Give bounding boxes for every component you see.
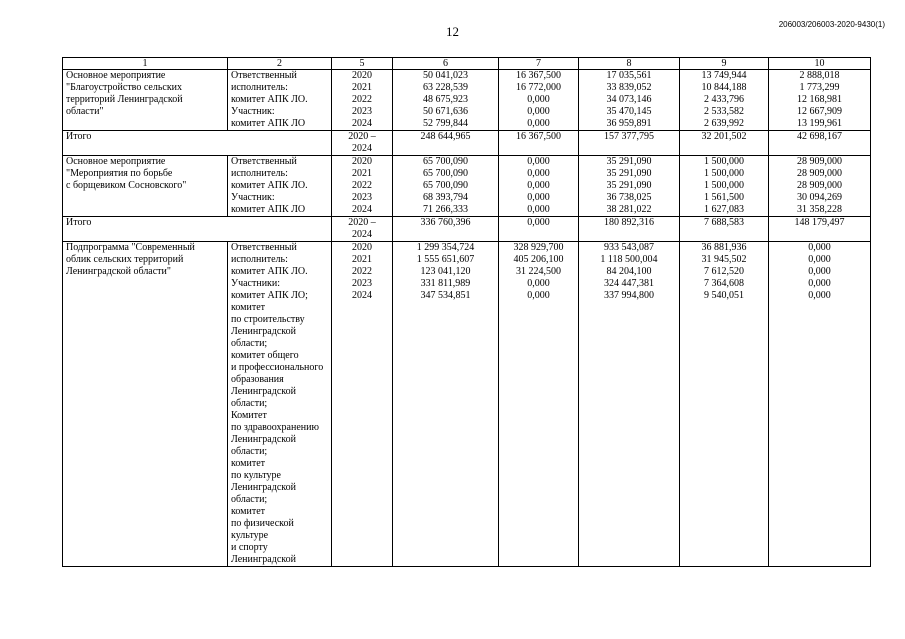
budget-table — [62, 57, 871, 567]
cell-line: "Благоустройство сельских — [66, 82, 183, 93]
cell-line: Ответственный — [231, 70, 297, 81]
total-row — [63, 217, 871, 242]
cell-line: 71 266,333 — [423, 204, 468, 215]
value-cell — [680, 242, 769, 567]
cell-line: 84 204,100 — [606, 266, 652, 277]
cell-line: Участник: — [231, 106, 275, 117]
document-code: 206003/206003-2020-9430(1) — [778, 20, 885, 29]
cell-line: комитет АПК ЛО. — [231, 94, 308, 105]
value-cell — [769, 131, 871, 156]
cell-line: Ленинградской области" — [66, 266, 171, 277]
value-cell — [579, 131, 680, 156]
cell-line: 17 035,561 — [606, 70, 652, 81]
value-cell — [680, 70, 769, 131]
cell-line: исполнитель: — [231, 254, 288, 265]
cell-line: 0,000 — [527, 192, 550, 203]
cell-line: 0,000 — [808, 254, 831, 265]
header-cell: 10 — [769, 58, 871, 70]
cell-line: 2020 — [352, 156, 372, 167]
total-label — [63, 217, 332, 242]
header-cell: 1 — [63, 58, 228, 70]
value-cell — [769, 217, 871, 242]
value-cell — [393, 131, 499, 156]
cell-line: 324 447,381 — [604, 278, 654, 289]
value-cell — [769, 156, 871, 217]
value-cell — [393, 70, 499, 131]
cell-line: территорий Ленинградской — [66, 94, 183, 105]
activity-name — [63, 242, 228, 567]
cell-line: по здравоохранению — [231, 422, 319, 433]
value: 42 698,167 — [797, 131, 842, 142]
responsible-cell — [228, 156, 332, 217]
cell-line: 0,000 — [808, 278, 831, 289]
cell-line: 0,000 — [527, 118, 550, 129]
cell-line: 2020 – — [348, 217, 376, 228]
activity-row — [63, 156, 871, 217]
cell-line: Ленинградской — [231, 386, 296, 397]
cell-line: 1 773,299 — [799, 82, 840, 93]
value-cell — [499, 131, 579, 156]
value: 248 644,965 — [420, 131, 471, 142]
cell-line: 337 994,800 — [604, 290, 654, 301]
cell-line: 52 799,844 — [423, 118, 468, 129]
header-row — [63, 58, 871, 70]
value-cell — [499, 242, 579, 567]
cell-line: комитет — [231, 302, 266, 313]
cell-line: 63 228,539 — [423, 82, 468, 93]
cell-line: 36 959,891 — [606, 118, 652, 129]
cell-line: 2023 — [352, 278, 372, 289]
value-cell — [579, 242, 680, 567]
cell-line: комитет общего — [231, 350, 299, 361]
cell-line: 1 299 354,724 — [416, 242, 475, 253]
period-cell — [332, 131, 393, 156]
cell-line: 2 433,796 — [704, 94, 744, 105]
cell-line: комитет АПК ЛО — [231, 204, 306, 215]
total-label-text: Итого — [66, 217, 92, 228]
cell-line: 0,000 — [527, 278, 550, 289]
cell-line: с борщевиком Сосновского" — [66, 180, 187, 191]
value-cell — [579, 156, 680, 217]
cell-line: 328 929,700 — [513, 242, 564, 253]
cell-line: 0,000 — [808, 242, 831, 253]
cell-line: исполнитель: — [231, 82, 288, 93]
cell-line: 1 500,000 — [704, 156, 744, 167]
cell-line: 0,000 — [527, 204, 550, 215]
cell-line: образования — [231, 374, 284, 385]
activity-name — [63, 156, 228, 217]
cell-line: 347 534,851 — [420, 290, 471, 301]
cell-line: Комитет — [231, 410, 267, 421]
cell-line: 28 909,000 — [797, 156, 842, 167]
cell-line: 0,000 — [527, 290, 550, 301]
header-cell: 6 — [393, 58, 499, 70]
year-cell — [332, 70, 393, 131]
cell-line: 65 700,090 — [423, 156, 468, 167]
cell-line: 7 612,520 — [704, 266, 744, 277]
cell-line: 50 671,636 — [423, 106, 468, 117]
cell-line: Ленинградской — [231, 554, 296, 565]
cell-line: 2 533,582 — [704, 106, 744, 117]
cell-line: 2022 — [352, 180, 372, 191]
cell-line: 0,000 — [527, 156, 550, 167]
cell-line: 35 470,145 — [606, 106, 652, 117]
cell-line: Основное мероприятие — [66, 70, 166, 81]
cell-line: "Мероприятия по борьбе — [66, 168, 173, 179]
cell-line: исполнитель: — [231, 168, 288, 179]
cell-line: комитет АПК ЛО — [231, 118, 306, 129]
value: 0,000 — [527, 217, 550, 228]
cell-line: 50 041,023 — [423, 70, 468, 81]
cell-line: Ответственный — [231, 242, 297, 253]
cell-line: 30 094,269 — [797, 192, 842, 203]
value: 16 367,500 — [516, 131, 561, 142]
value-cell — [499, 70, 579, 131]
cell-line: комитет — [231, 458, 266, 469]
cell-line: по физической — [231, 518, 294, 529]
cell-line: Ленинградской — [231, 482, 296, 493]
value: 148 179,497 — [794, 217, 845, 228]
cell-line: Участник: — [231, 192, 275, 203]
cell-line: 48 675,923 — [423, 94, 468, 105]
cell-line: 33 839,052 — [606, 82, 652, 93]
cell-line: 7 364,608 — [704, 278, 744, 289]
cell-line: 36 881,936 — [701, 242, 747, 253]
cell-line: и спорту — [231, 542, 268, 553]
cell-line: 12 168,981 — [797, 94, 842, 105]
cell-line: 1 627,083 — [704, 204, 744, 215]
cell-line: комитет АПК ЛО; — [231, 290, 308, 301]
total-label-text: Итого — [66, 131, 92, 142]
cell-line: 1 555 651,607 — [416, 254, 475, 265]
cell-line: 38 281,022 — [606, 204, 652, 215]
cell-line: 0,000 — [808, 290, 831, 301]
cell-line: культуре — [231, 530, 269, 541]
cell-line: по строительству — [231, 314, 305, 325]
value-cell — [499, 156, 579, 217]
responsible-cell — [228, 70, 332, 131]
cell-line: 2024 — [352, 229, 372, 240]
cell-line: 13 199,961 — [797, 118, 842, 129]
cell-line: 13 749,944 — [701, 70, 747, 81]
value-cell — [393, 217, 499, 242]
cell-line: 2023 — [352, 192, 372, 203]
cell-line: 0,000 — [527, 180, 550, 191]
activity-row — [63, 242, 871, 567]
cell-line: комитет АПК ЛО. — [231, 266, 308, 277]
cell-line: Подпрограмма "Современный — [66, 242, 195, 253]
cell-line: 2020 — [352, 70, 372, 81]
period-cell — [332, 217, 393, 242]
value-cell — [579, 70, 680, 131]
cell-line: 9 540,051 — [704, 290, 744, 301]
cell-line: облик сельских территорий — [66, 254, 184, 265]
value-cell — [579, 217, 680, 242]
cell-line: 2024 — [352, 204, 372, 215]
value-cell — [499, 217, 579, 242]
value: 336 760,396 — [420, 217, 471, 228]
cell-line: 36 738,025 — [606, 192, 652, 203]
value: 157 377,795 — [604, 131, 654, 142]
cell-line: Основное мероприятие — [66, 156, 166, 167]
cell-line: комитет АПК ЛО. — [231, 180, 308, 191]
cell-line: 1 561,500 — [704, 192, 744, 203]
activity-name — [63, 70, 228, 131]
value-cell — [680, 156, 769, 217]
value-cell — [769, 242, 871, 567]
cell-line: 35 291,090 — [606, 180, 652, 191]
cell-line: 1 118 500,004 — [600, 254, 658, 265]
cell-line: 2021 — [352, 254, 372, 265]
cell-line: 2024 — [352, 290, 372, 301]
cell-line: по культуре — [231, 470, 281, 481]
header-cell: 9 — [680, 58, 769, 70]
year-cell — [332, 156, 393, 217]
cell-line: 2024 — [352, 118, 372, 129]
cell-line: 65 700,090 — [423, 168, 468, 179]
cell-line: области; — [231, 494, 268, 505]
value: 32 201,502 — [701, 131, 747, 142]
cell-line: 16 772,000 — [516, 82, 561, 93]
year-cell — [332, 242, 393, 567]
cell-line: области; — [231, 446, 268, 457]
cell-line: 35 291,090 — [606, 156, 652, 167]
cell-line: 123 041,120 — [420, 266, 471, 277]
cell-line: 65 700,090 — [423, 180, 468, 191]
cell-line: 31 358,228 — [797, 204, 842, 215]
cell-line: Ответственный — [231, 156, 297, 167]
cell-line: 0,000 — [527, 168, 550, 179]
cell-line: 933 543,087 — [604, 242, 654, 253]
page-number: 12 — [446, 24, 459, 39]
cell-line: 28 909,000 — [797, 180, 842, 191]
cell-line: 405 206,100 — [513, 254, 564, 265]
responsible-cell — [228, 242, 332, 567]
cell-line: области" — [66, 106, 104, 117]
cell-line: 12 667,909 — [797, 106, 842, 117]
cell-line: 2 888,018 — [799, 70, 840, 81]
total-label — [63, 131, 332, 156]
cell-line: 2 639,992 — [704, 118, 744, 129]
cell-line: Участники: — [231, 278, 281, 289]
value-cell — [393, 156, 499, 217]
cell-line: 2021 — [352, 168, 372, 179]
cell-line: и профессионального — [231, 362, 324, 373]
activity-row — [63, 70, 871, 131]
cell-line: 1 500,000 — [704, 168, 744, 179]
cell-line: 28 909,000 — [797, 168, 842, 179]
cell-line: 35 291,090 — [606, 168, 652, 179]
cell-line: 1 500,000 — [704, 180, 744, 191]
cell-line: 0,000 — [527, 94, 550, 105]
value-cell — [393, 242, 499, 567]
cell-line: 2021 — [352, 82, 372, 93]
cell-line: комитет — [231, 506, 266, 517]
cell-line: 68 393,794 — [423, 192, 468, 203]
cell-line: 0,000 — [808, 266, 831, 277]
value-cell — [680, 217, 769, 242]
value-cell — [769, 70, 871, 131]
header-cell: 7 — [499, 58, 579, 70]
cell-line: 34 073,146 — [606, 94, 652, 105]
cell-line: 2023 — [352, 106, 372, 117]
cell-line: 31 224,500 — [516, 266, 561, 277]
header-cell: 5 — [332, 58, 393, 70]
cell-line: области; — [231, 398, 268, 409]
cell-line: 2022 — [352, 94, 372, 105]
cell-line: 331 811,989 — [420, 278, 471, 289]
cell-line: 16 367,500 — [516, 70, 561, 81]
cell-line: 2022 — [352, 266, 372, 277]
cell-line: 2020 — [352, 242, 372, 253]
header-cell: 8 — [579, 58, 680, 70]
cell-line: 2024 — [352, 143, 372, 154]
cell-line: 31 945,502 — [701, 254, 747, 265]
cell-line: Ленинградской — [231, 434, 296, 445]
cell-line: 0,000 — [527, 106, 550, 117]
cell-line: Ленинградской — [231, 326, 296, 337]
value-cell — [680, 131, 769, 156]
total-row — [63, 131, 871, 156]
value: 180 892,316 — [604, 217, 654, 228]
cell-line: 2020 – — [348, 131, 376, 142]
cell-line: 10 844,188 — [701, 82, 747, 93]
cell-line: области; — [231, 338, 268, 349]
header-cell: 2 — [228, 58, 332, 70]
value: 7 688,583 — [704, 217, 744, 228]
